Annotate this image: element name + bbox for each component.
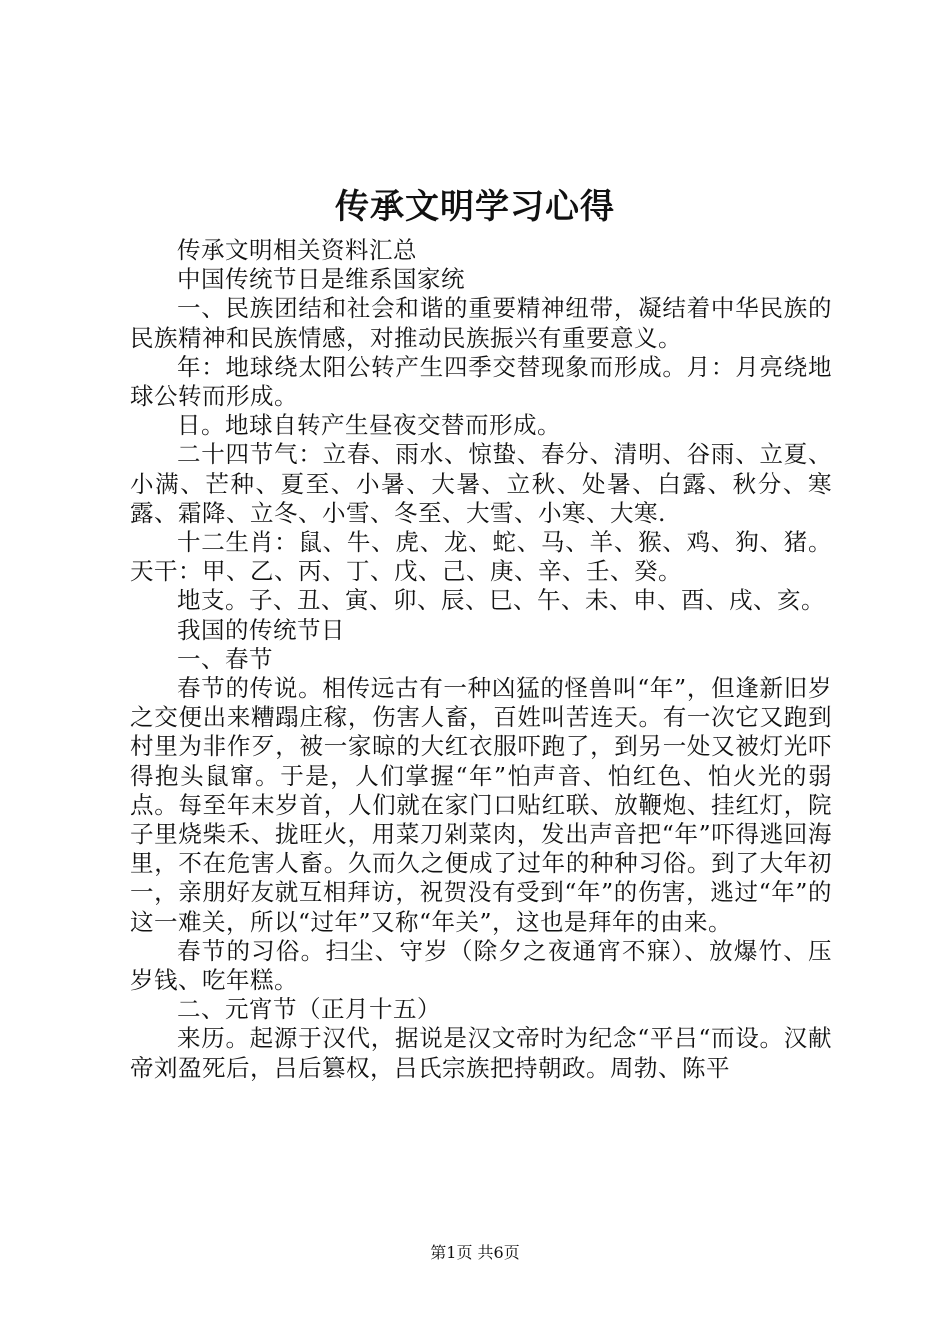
paragraph: 地支。子、丑、寅、卯、辰、巳、午、未、申、酉、戌、亥。 bbox=[177, 586, 825, 615]
document-body bbox=[130, 236, 832, 1083]
section-heading: 一、春节 bbox=[177, 644, 273, 673]
paragraph: 春节的传说。相传远古有一种凶猛的怪兽叫“年”，但逢新旧岁之交便出来糟蹋庄稼，伤害人畜，百姓叫苦连天。有一次它又跑到村里为非作歹，被一家晾的大红衣服吓跑了，到另一处又被灯光吓得抱头鼠窜。于是，人们掌握“年”怕声音、怕红色、怕火光的弱点。每至年末岁首，人们就在家门口贴红联、放鞭炮、挂红灯，院子里烧柴禾、拢旺火，用菜刀剁菜肉，发出声音把“年”吓得逃回海里，不在危害人畜。久而久之便成了过年的种种习俗。到了大年初一，亲朋好友就互相拜访，祝贺没有受到“年”的伤害，逃过“年”的这一难关，所以“过年”又称“年关”，这也是拜年的由来。 bbox=[130, 674, 832, 936]
paragraph: 来历。起源于汉代，据说是汉文帝时为纪念“平吕“而设。汉献帝刘盈死后，吕后篡权，吕氏宗族把持朝政。周勃、陈平 bbox=[130, 1024, 832, 1082]
paragraph: 中国传统节日是维系国家统 bbox=[177, 265, 465, 294]
section-heading: 我国的传统节日 bbox=[177, 615, 345, 644]
page-footer: 第1页 共6页 bbox=[430, 1243, 520, 1262]
paragraph: 日。地球自转产生昼夜交替而形成。 bbox=[177, 411, 561, 440]
section-heading: 二、元宵节（正月十五） bbox=[177, 995, 441, 1024]
document-title: 传承文明学习心得 bbox=[335, 187, 615, 227]
paragraph: 十二生肖：鼠、牛、虎、龙、蛇、马、羊、猴、鸡、狗、猪。天干：甲、乙、丙、丁、戊、己、庚、辛、壬、癸。 bbox=[130, 528, 832, 586]
paragraph: 年：地球绕太阳公转产生四季交替现象而形成。月：月亮绕地球公转而形成。 bbox=[130, 352, 832, 411]
paragraph: 二十四节气：立春、雨水、惊蛰、春分、清明、谷雨、立夏、小满、芒种、夏至、小暑、大暑、立秋、处暑、白露、秋分、寒露、霜降、立冬、小雪、冬至、大雪、小寒、大寒. bbox=[130, 440, 832, 527]
paragraph: 一、民族团结和社会和谐的重要精神纽带，凝结着中华民族的民族精神和民族情感，对推动民族振兴有重要意义。 bbox=[130, 294, 832, 352]
paragraph: 传承文明相关资料汇总 bbox=[177, 236, 417, 264]
paragraph: 春节的习俗。扫尘、守岁（除夕之夜通宵不寐）、放爆竹、压岁钱、吃年糕。 bbox=[130, 936, 832, 995]
